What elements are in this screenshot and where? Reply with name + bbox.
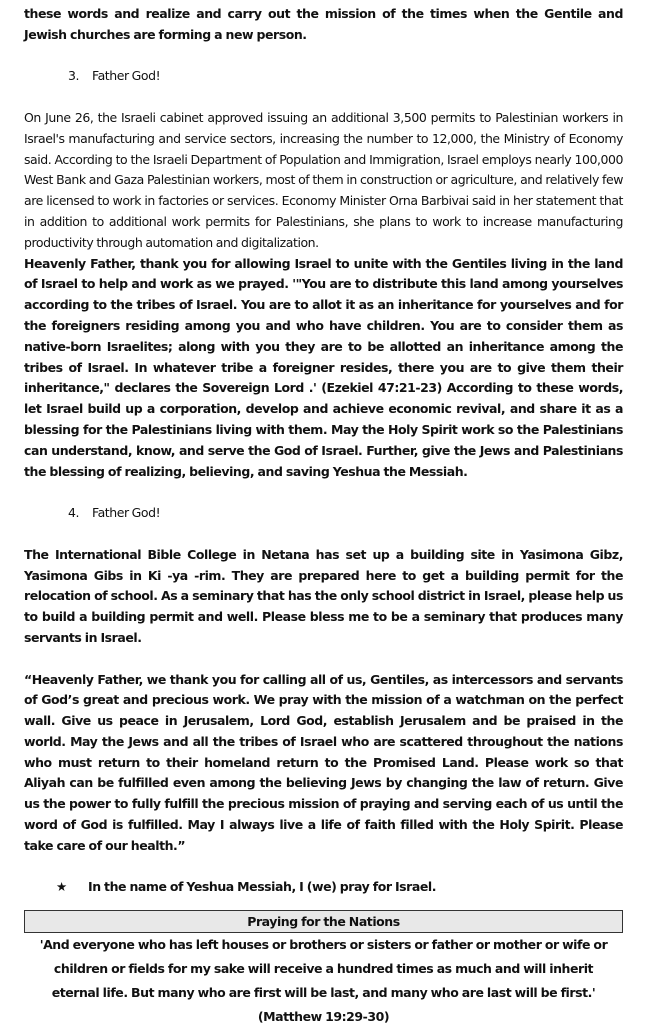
star-line: [24, 877, 623, 898]
spacer: [24, 87, 623, 108]
item-4-heading: [24, 503, 623, 524]
item-3-number: 3.: [68, 68, 80, 84]
closing-prayer: “Heavenly Father, we thank you for calling all of us, Gentiles, as intercessors and servants of God’s great and precious work. We pray with the mission of a watchman on the perfect wall. Give us peace in Jerusalem, Lord God, establish Jerusalem and be praised in the world. May the Jews and all the tribes of Israel who are scattered throughout the nations who must return to their homeland return to the Promised Land. Please work so that Aliyah can be fulfilled even among the believing Jews by changing the law of return. Give us the power to fully fulfill the precious mission of praying and serving each of us until the word of God is fulfilled. May I always live a life of faith filled with the Holy Spirit. Please take care of our health.”: [24, 671, 623, 853]
star-line-text: In the name of Yeshua Messiah, I (we) pray for Israel.: [88, 879, 437, 895]
news-paragraph: On June 26, the Israeli cabinet approved issuing an additional 3,500 permits to Palestinian workers in Israel's manufacturing and service sectors, increasing the number to 12,000, the Ministry of Economy said. According to the Israeli Department of Population and Immigration, Israel employs nearly 100,000 West Bank and Gaza Palestinian workers, most of them in construction or agriculture, and relatively few are licensed to work in factories or services. Economy Minister Orna Barbivai said in her statement that in addition to additional work permits for Palestinians, she plans to work to increase manufacturing productivity through automation and digitalization.: [24, 109, 623, 250]
item-3-label: Father God!: [92, 68, 161, 84]
item-4-label: Father God!: [92, 505, 161, 521]
nations-box-verse: 'And everyone who has left houses or brothers or sisters or father or mother or wife or children or fields for my sake will receive a hundred times as much and will inherit eternal life. But many who are first will be last, and many who are last will be first.' (Matthew 19:29-30): [39, 937, 608, 1025]
prayer-paragraph: Heavenly Father, thank you for allowing Israel to unite with the Gentiles living in the land of Israel to help and work as we prayed. '"You are to distribute this land among yourselves according to the tribes of Israel. You are to allot it as an inheritance for yourselves and for the foreigners residing among you and who have children. You are to consider them as native-born Israelites; along with you they are to be allotted an inheritance among the tribes of Israel. In whatever tribe a foreigner resides, there you are to give them their inheritance," declares the Sovereign Lord .' (Ezekiel 47:21-23) According to these words, let Israel build up a corporation, develop and achieve economic revival, and share it as a blessing for the Palestinians living with them. May the Holy Spirit work so the Palestinians can understand, know, and serve the God of Israel. Further, give the Jews and Palestinians the blessing of realizing, believing, and saving Yeshua the Messiah.: [24, 255, 623, 479]
star-icon: ★: [56, 879, 67, 895]
item-3-heading: [24, 66, 623, 87]
spacer: [24, 857, 623, 878]
nations-box-title: Praying for the Nations: [24, 910, 623, 933]
college-paragraph: The International Bible College in Netana has set up a building site in Yasimona Gibz, Yasimona Gibs in Ki -ya -rim. They are prepared here to get a building permit for the relocation of school. As a seminary that has the only school district in Israel, please help us to build a building permit and well. Please bless me to be a seminary that produces many servants in Israel.: [24, 546, 623, 645]
intro-fragment: these words and realize and carry out the mission of the times when the Gentile and Jewish churches are forming a new person.: [24, 6, 623, 42]
item-4-number: 4.: [68, 505, 80, 521]
spacer: [24, 46, 623, 67]
spacer: [24, 482, 623, 503]
spacer: [24, 524, 623, 545]
spacer: [24, 649, 623, 670]
